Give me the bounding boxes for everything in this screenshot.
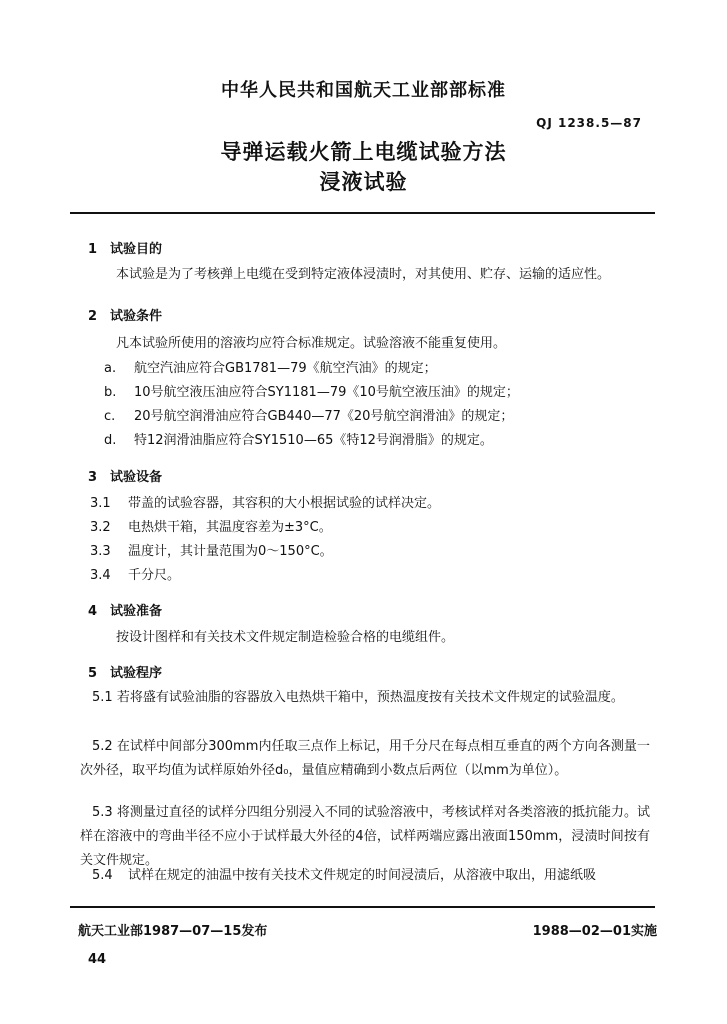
clause-number: 5.2: [92, 739, 113, 754]
issue-date: 航天工业部1987—07—15发布: [78, 924, 268, 939]
section-title: 试验程序: [110, 666, 163, 681]
clause-text: 电热烘干箱，其温度容差为±3°C。: [128, 520, 332, 535]
clause-paragraph: [80, 686, 650, 710]
list-label: b.: [104, 385, 117, 400]
clause-number: 5.4: [92, 868, 113, 883]
section-heading: [88, 305, 162, 324]
issuing-authority: 中华人民共和国航天工业部部标准: [221, 80, 506, 101]
list-item: [104, 357, 437, 376]
clause-paragraph: [92, 864, 596, 883]
document-title: 导弹运载火箭上电缆试验方法: [220, 140, 507, 164]
list-item: [104, 381, 519, 400]
section-heading: [88, 238, 162, 257]
clause-number: 5.1: [92, 690, 113, 705]
clause-number: 3.2: [90, 520, 111, 535]
document-number: QJ 1238.5—87: [536, 116, 642, 130]
page-number: 44: [88, 952, 107, 967]
clause-paragraph: [80, 735, 650, 783]
section-number: 3: [88, 470, 98, 485]
clause-text: 将测量过直径的试样分四组分别浸入不同的试验溶液中，考核试样对各类溶液的抵抗能力。试样在溶液中的弯曲半径不应小于试样最大外径的4倍，试样两端应露出液面150mm，浸渍时间按有关文件规定。: [80, 805, 650, 868]
list-item: [90, 540, 333, 559]
clause-text: 温度计，其计量范围为0～150°C。: [128, 544, 333, 559]
section-title: 试验设备: [110, 470, 163, 485]
paragraph: 按设计图样和有关技术文件规定制造检验合格的电缆组件。: [116, 630, 455, 645]
list-text: 航空汽油应符合GB1781—79《航空汽油》的规定；: [134, 361, 437, 376]
section-heading: [88, 466, 162, 485]
section-title: 试验准备: [110, 604, 163, 619]
clause-number: 3.4: [90, 568, 111, 583]
section-number: 5: [88, 666, 98, 681]
list-text: 特12润滑油脂应符合SY1510—65《特12号润滑脂》的规定。: [134, 433, 493, 448]
list-item: [104, 429, 493, 448]
clause-number: 3.1: [90, 496, 111, 511]
paragraph: 凡本试验所使用的溶液均应符合标准规定。试验溶液不能重复使用。: [116, 336, 507, 351]
list-label: a.: [104, 361, 117, 376]
clause-text: 试样在规定的油温中按有关技术文件规定的时间浸渍后，从溶液中取出，用滤纸吸: [128, 868, 597, 883]
clause-text: 带盖的试验容器，其容积的大小根据试验的试样决定。: [128, 496, 441, 511]
section-title: 试验目的: [110, 242, 163, 257]
header-divider: [70, 212, 655, 214]
list-text: 10号航空液压油应符合SY1181—79《10号航空液压油》的规定；: [134, 385, 519, 400]
list-item: [90, 492, 440, 511]
clause-text: 千分尺。: [128, 568, 181, 583]
list-item: [90, 516, 332, 535]
clause-number: 3.3: [90, 544, 111, 559]
footer-divider: [70, 906, 655, 908]
section-heading: [88, 662, 162, 681]
list-item: [90, 564, 180, 583]
list-text: 20号航空润滑油应符合GB440—77《20号航空润滑油》的规定；: [134, 409, 514, 424]
section-number: 2: [88, 309, 98, 324]
effective-date: 1988—02—01实施: [532, 924, 657, 939]
list-label: d.: [104, 433, 117, 448]
section-number: 1: [88, 242, 98, 257]
clause-paragraph: [80, 801, 650, 873]
section-title: 试验条件: [110, 309, 163, 324]
list-item: [104, 405, 513, 424]
paragraph: 本试验是为了考核弹上电缆在受到特定液体浸渍时，对其使用、贮存、运输的适应性。: [116, 267, 611, 282]
document-subtitle: 浸液试验: [319, 170, 408, 194]
section-number: 4: [88, 604, 98, 619]
clause-number: 5.3: [92, 805, 113, 820]
list-label: c.: [104, 409, 116, 424]
clause-text: 若将盛有试验油脂的容器放入电热烘干箱中，预热温度按有关技术文件规定的试验温度。: [116, 690, 624, 705]
section-heading: [88, 600, 162, 619]
clause-text: 在试样中间部分300mm内任取三点作上标记，用千分尺在每点相互垂直的两个方向各测量一次外径，取平均值为试样原始外径d₀，量值应精确到小数点后两位（以mm为单位）。: [80, 739, 650, 778]
